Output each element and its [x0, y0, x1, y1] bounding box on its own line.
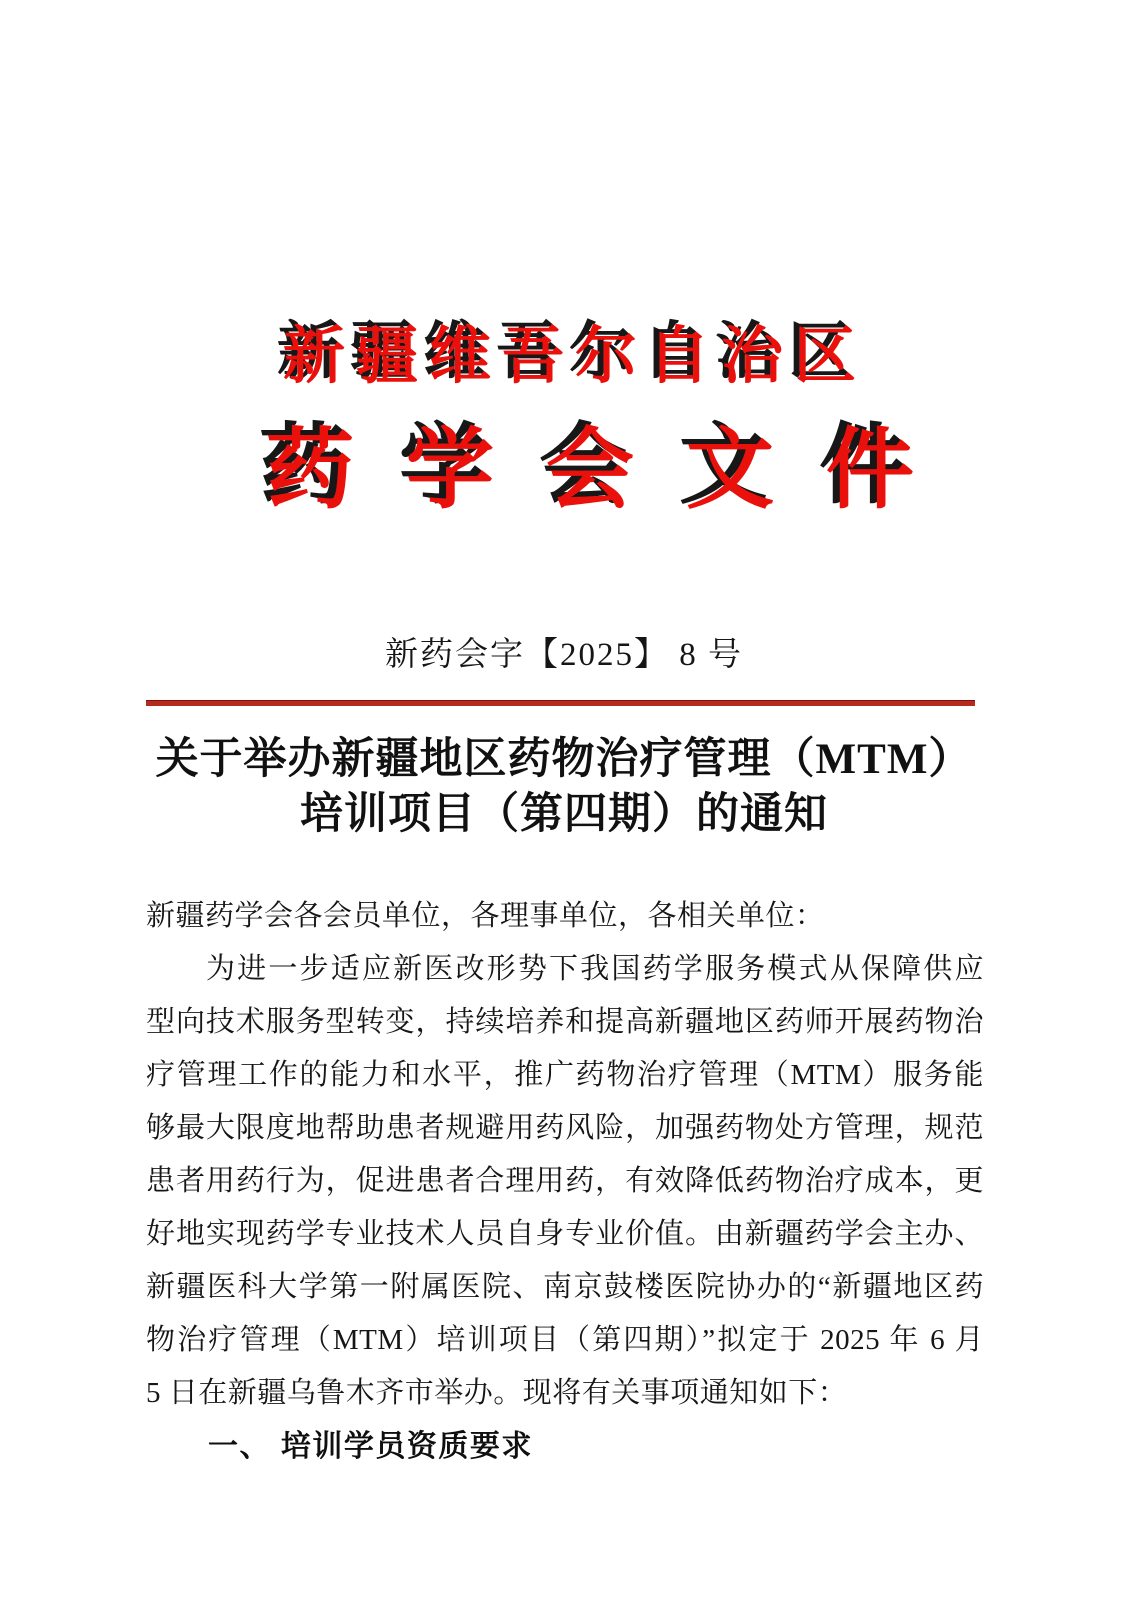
body-line: 好地实现药学专业技术人员自身专业价值。由新疆药学会主办、	[146, 1218, 984, 1250]
document-number: 新药会字【2025】 8 号	[385, 637, 743, 673]
body-line: 型向技术服务型转变，持续培养和提高新疆地区药师开展药物治	[146, 1006, 984, 1038]
document-title-line2: 培训项目（第四期）的通知	[300, 791, 828, 838]
salutation-line: 新疆药学会各会员单位，各理事单位，各相关单位：	[146, 900, 825, 932]
document-body	[146, 890, 984, 1473]
body-line: 5 日在新疆乌鲁木齐市举办。现将有关事项通知如下：	[146, 1377, 848, 1409]
body-line: 患者用药行为，促进患者合理用药，有效降低药物治疗成本，更	[146, 1165, 984, 1197]
letterhead-org-document: 药学会文件	[265, 423, 966, 520]
body-line: 疗管理工作的能力和水平，推广药物治疗管理（MTM）服务能	[146, 1059, 984, 1091]
letterhead-region-name: 新疆维吾尔自治区	[282, 323, 867, 391]
document-title	[0, 732, 1128, 842]
body-line: 物治疗管理（MTM）培训项目（第四期）”拟定于 2025 年 6 月	[146, 1324, 984, 1356]
section-heading-1: 一、 培训学员资质要求	[208, 1430, 533, 1463]
body-lines	[146, 943, 984, 1420]
document-title-line1: 关于举办新疆地区药物治疗管理（MTM）	[155, 736, 973, 783]
body-line: 新疆医科大学第一附属医院、南京鼓楼医院协办的“新疆地区药	[146, 1271, 984, 1303]
red-divider-line	[146, 700, 975, 706]
body-line: 够最大限度地帮助患者规避用药风险，加强药物处方管理，规范	[146, 1112, 984, 1144]
body-line: 为进一步适应新医改形势下我国药学服务模式从保障供应	[206, 953, 984, 985]
